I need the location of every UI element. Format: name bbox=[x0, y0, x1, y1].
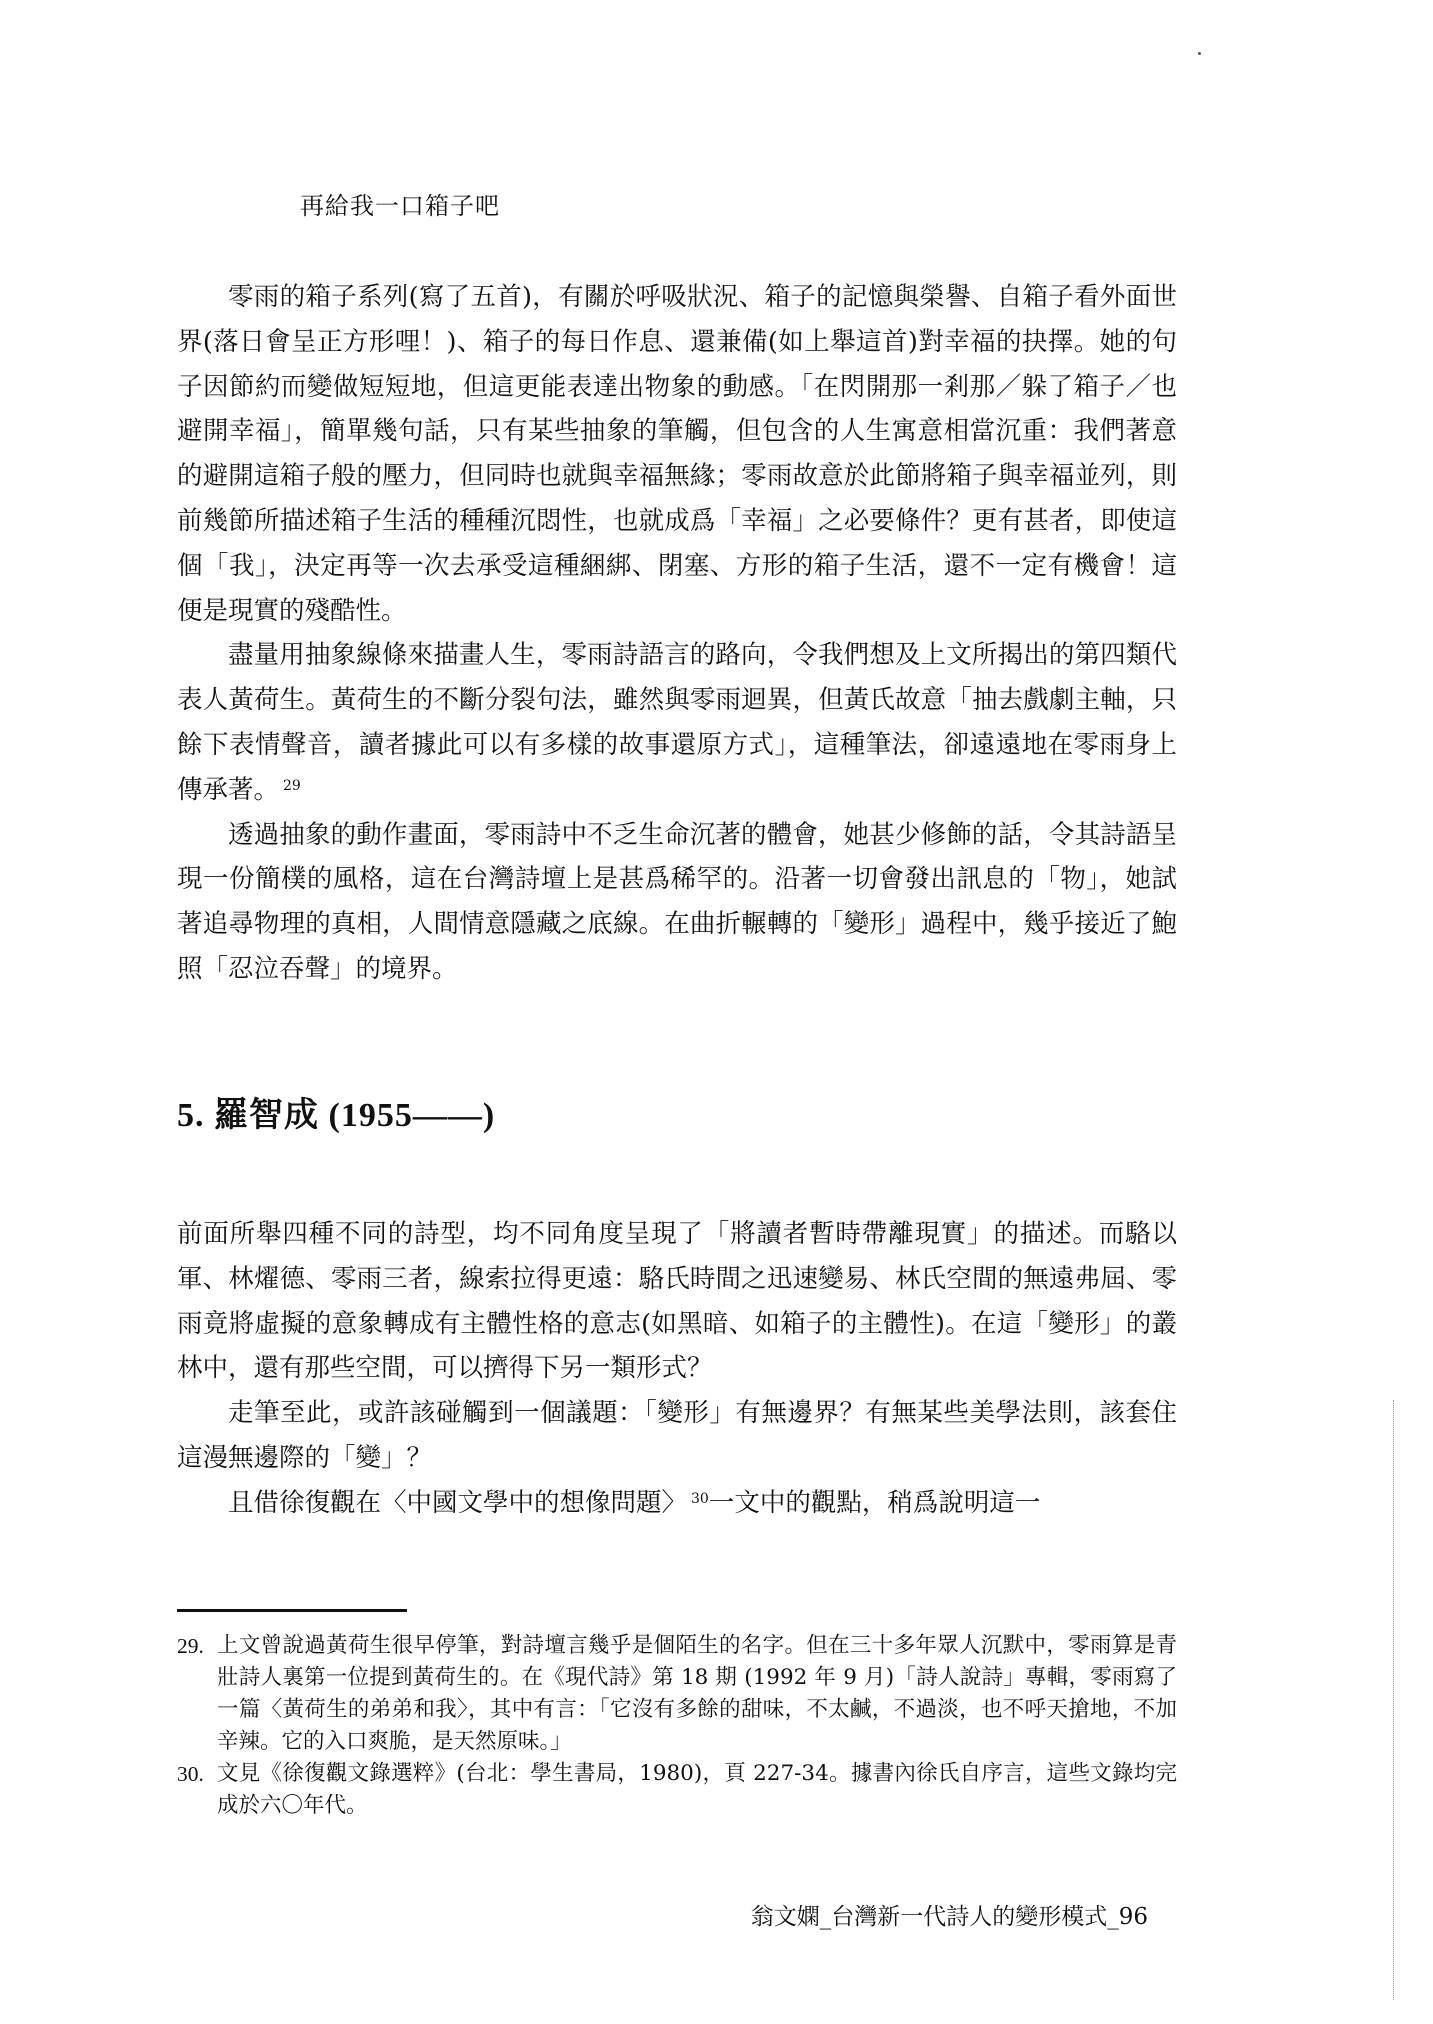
paragraph-5: 走筆至此，或許該碰觸到一個議題：「變形」有無邊界？有無某些美學法則，該套住這漫無邊際的「變」？ bbox=[177, 1398, 1177, 1473]
footnote-text: 文見《徐復觀文錄選粹》(台北：學生書局，1980)，頁 227-34。據書內徐氏自序言，這些文錄均完成於六〇年代。 bbox=[217, 1761, 1177, 1818]
paragraph-1: 零雨的箱子系列(寫了五首)，有關於呼吸狀況、箱子的記憶與榮譽、自箱子看外面世界(落日會呈正方形哩！)、箱子的每日作息、還兼備(如上舉這首)對幸福的抉擇。她的句子因節約而變做短短地，但這更能表達出物象的動感。「在閃開那一剎那／躲了箱子／也避開幸福」，簡單幾句話，只有某些抽象的筆觸，但包含的人生寓意相當沉重：我們著意的避開這箱子般的壓力，但同時也就與幸福無緣；零雨故意於此節將箱子與幸福並列，則前幾節所描述箱子生活的種種沉悶性，也就成爲「幸福」之必要條件？更有甚者，即使這個「我」，決定再等一次去承受這種綑綁、閉塞、方形的箱子生活，還不一定有機會！這便是現實的殘酷性。 bbox=[177, 282, 1177, 626]
paragraph-6 bbox=[177, 1481, 1177, 1526]
scan-speck bbox=[1198, 52, 1201, 55]
body-text-lower bbox=[177, 1212, 1177, 1526]
paragraph-3: 透過抽象的動作畫面，零雨詩中不乏生命沉著的體會，她甚少修飾的話，令其詩語呈現一份簡樸的風格，這在台灣詩壇上是甚爲稀罕的。沿著一切會發出訊息的「物」，她試著追尋物理的真相，人間情意隱藏之底線。在曲折輾轉的「變形」過程中，幾乎接近了鮑照「忍泣吞聲」的境界。 bbox=[177, 819, 1177, 984]
paragraph-4: 前面所舉四種不同的詩型，均不同角度呈現了「將讀者暫時帶離現實」的描述。而駱以軍、林燿德、零雨三者，線索拉得更遠：駱氏時間之迅速變易、林氏空間的無遠弗屆、零雨竟將虛擬的意象轉成有主體性格的意志(如黑暗、如箱子的主體性)。在這「變形」的叢林中，還有那些空間，可以擠得下另一類形式？ bbox=[177, 1219, 1177, 1384]
running-footer: 翁文嫻_台灣新一代詩人的變形模式_96 bbox=[750, 1904, 1148, 1930]
section-heading: 5. 羅智成 (1955——) bbox=[177, 1097, 496, 1134]
scan-edge-artifact bbox=[1393, 1400, 1395, 2000]
body-text-upper bbox=[177, 275, 1177, 992]
footnote-text: 上文曾說過黃荷生很早停筆，對詩壇言幾乎是個陌生的名字。但在三十多年眾人沉默中，零雨算是青壯詩人裏第一位提到黃荷生的。在《現代詩》第 18 期 (1992 年 9 月)「詩人說詩」專輯，零雨寫了一篇〈黃荷生的弟弟和我〉，其中有言：「它沒有多餘的甜味，不太鹹，不過淡，也不呼天搶地，不加辛辣。它的入口爽脆，是天然原味。」 bbox=[217, 1633, 1177, 1754]
footnote-29 bbox=[177, 1630, 1177, 1758]
footnote-ref-29[interactable]: 29 bbox=[283, 777, 301, 794]
footnote-divider bbox=[177, 1609, 407, 1612]
footnotes bbox=[177, 1630, 1177, 1822]
footnote-30 bbox=[177, 1758, 1177, 1822]
paragraph-6-text-after: 一文中的觀點，稍爲說明這一 bbox=[708, 1487, 1041, 1518]
footnote-number: 30. bbox=[177, 1762, 204, 1786]
footnote-ref-30[interactable]: 30 bbox=[691, 1490, 709, 1507]
quoted-poem-line: 再給我一口箱子吧 bbox=[300, 192, 500, 220]
paragraph-2 bbox=[177, 633, 1177, 812]
paragraph-6-text-before: 且借徐復觀在〈中國文學中的想像問題〉 bbox=[228, 1487, 688, 1518]
footnote-number: 29. bbox=[177, 1634, 204, 1658]
paragraph-2-text: 盡量用抽象線條來描畫人生，零雨詩語言的路向，令我們想及上文所揭出的第四類代表人黃荷生。黃荷生的不斷分裂句法，雖然與零雨迴異，但黃氏故意「抽去戲劇主軸，只餘下表情聲音，讀者據此可以有多樣的故事還原方式」，這種筆法，卻遠遠地在零雨身上傳承著。 bbox=[177, 640, 1177, 805]
